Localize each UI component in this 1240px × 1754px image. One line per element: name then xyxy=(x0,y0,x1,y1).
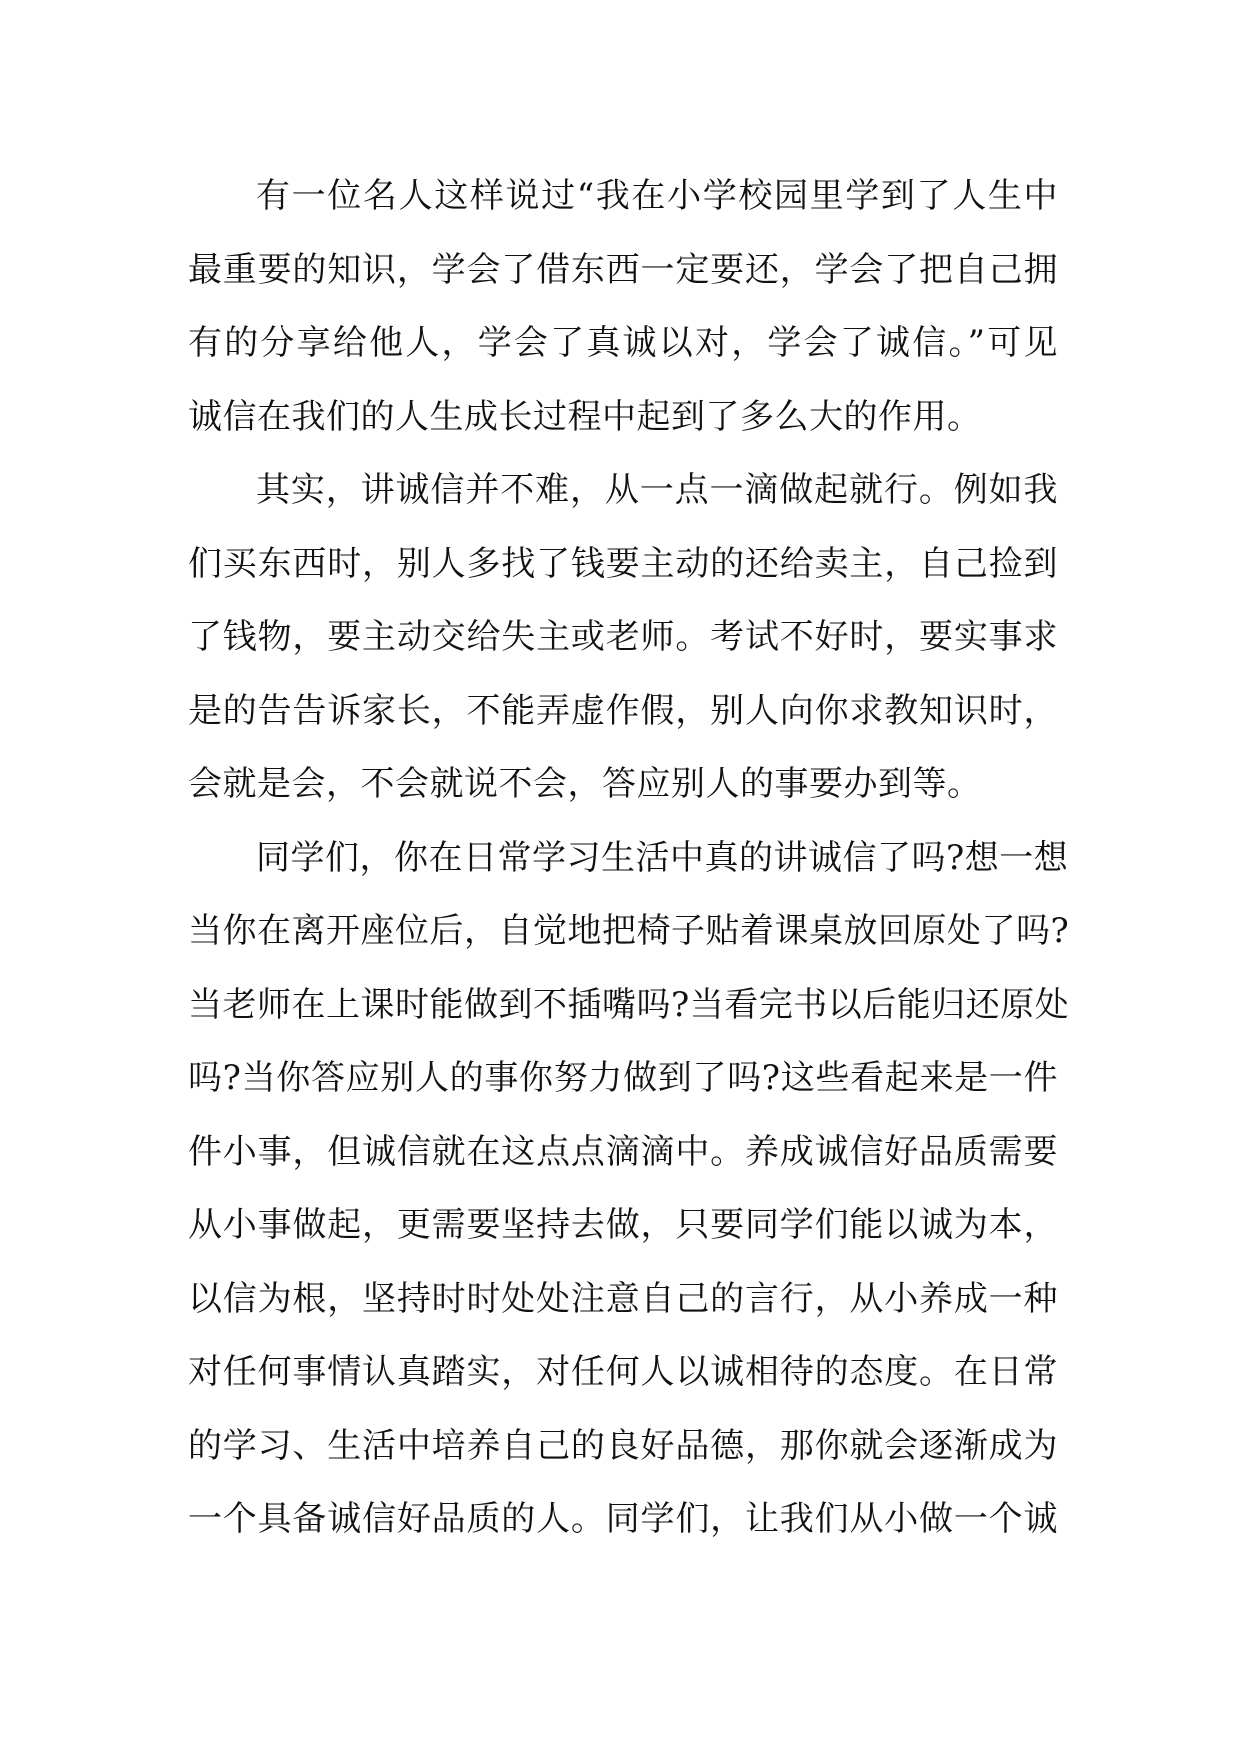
paragraph-daily-life xyxy=(188,822,1070,1557)
text-line: 的学习、生活中培养自己的良好品德，那你就会逐渐成为 xyxy=(188,1425,1058,1466)
paragraph-famous-quote xyxy=(188,160,1058,454)
document-body xyxy=(188,160,1070,1557)
text-line: 是的告告诉家长，不能弄虚作假，别人向你求教知识时， xyxy=(188,690,1058,731)
text-line: 以信为根，坚持时时处处注意自己的言行，从小养成一种 xyxy=(188,1278,1058,1319)
text-line: 当你在离开座位后，自觉地把椅子贴着课桌放回原处了吗? xyxy=(188,911,1070,951)
text-line: 会就是会，不会就说不会，答应别人的事要办到等。 xyxy=(188,764,982,804)
text-line: 当老师在上课时能做到不插嘴吗?当看完书以后能归还原处 xyxy=(188,984,1070,1025)
text-line: 有一位名人这样说过“我在小学校园里学到了人生中 xyxy=(256,176,1058,216)
text-line: 了钱物，要主动交给失主或老师。考试不好时，要实事求 xyxy=(188,617,1058,657)
text-line: 其实，讲诚信并不难，从一点一滴做起就行。例如我 xyxy=(256,470,1058,510)
text-line: 吗?当你答应别人的事你努力做到了吗?这些看起来是一件 xyxy=(188,1058,1058,1098)
text-line: 从小事做起，更需要坚持去做，只要同学们能以诚为本， xyxy=(188,1205,1058,1245)
text-line: 最重要的知识，学会了借东西一定要还，学会了把自己拥 xyxy=(188,249,1058,290)
text-line: 们买东西时，别人多找了钱要主动的还给卖主，自己捡到 xyxy=(188,543,1058,584)
paragraph-honesty-examples xyxy=(188,454,1058,822)
text-line: 诚信在我们的人生成长过程中起到了多么大的作用。 xyxy=(188,396,982,437)
text-line: 同学们，你在日常学习生活中真的讲诚信了吗?想一想 xyxy=(256,837,1069,878)
text-line: 一个具备诚信好品质的人。同学们，让我们从小做一个诚 xyxy=(188,1499,1058,1539)
text-line: 对任何事情认真踏实，对任何人以诚相待的态度。在日常 xyxy=(188,1352,1058,1392)
text-line: 有的分享给他人，学会了真诚以对，学会了诚信。”可见 xyxy=(188,323,1058,363)
text-line: 件小事，但诚信就在这点点滴滴中。养成诚信好品质需要 xyxy=(188,1131,1058,1172)
